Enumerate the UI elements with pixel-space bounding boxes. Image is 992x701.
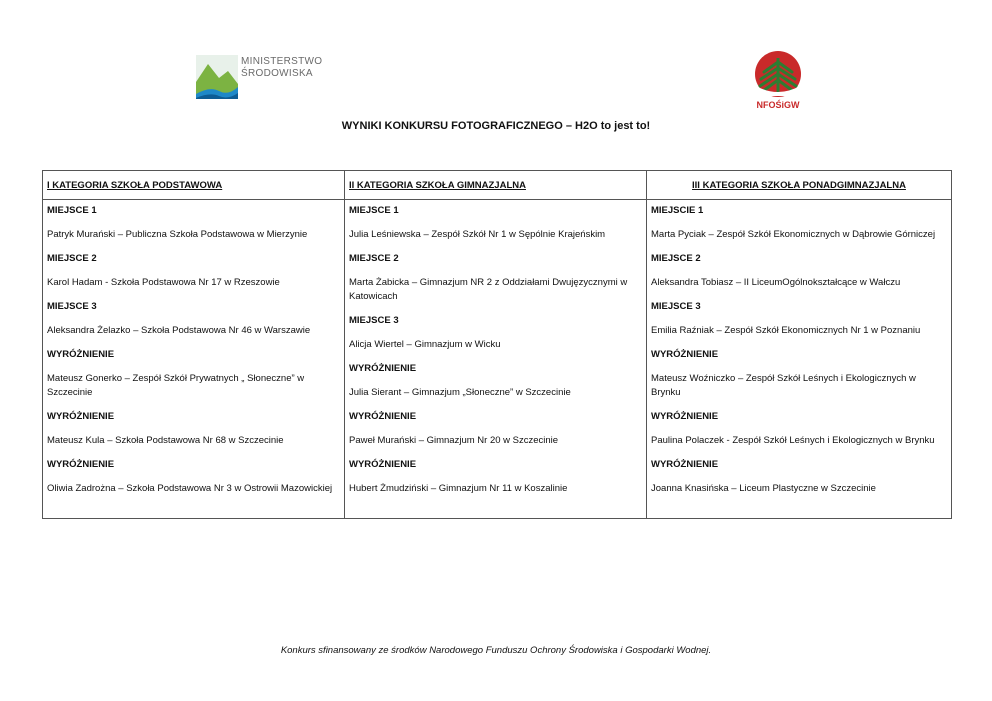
winner-entry: Oliwia Zadrożna – Szkoła Podstawowa Nr 3 w Ostrowii Mazowickiej <box>47 483 333 494</box>
ministry-logo <box>195 54 335 104</box>
winner-entry: Alicja Wiertel – Gimnazjum w Wicku <box>349 339 501 350</box>
results-table <box>42 170 952 519</box>
winner-entry: Aleksandra Żelazko – Szkoła Podstawowa Nr 46 w Warszawie <box>47 325 311 336</box>
winner-entry: Paweł Murański – Gimnazjum Nr 20 w Szczecinie <box>349 435 559 446</box>
winner-entry: Patryk Murański – Publiczna Szkoła Podstawowa w Mierzynie <box>47 229 308 240</box>
winner-entry: Joanna Knasińska – Liceum Plastyczne w Szczecinie <box>651 483 876 494</box>
place-label: MIEJSCE 3 <box>349 315 399 326</box>
place-label: MIEJSCIE 1 <box>651 205 704 216</box>
place-label: WYRÓŻNIENIE <box>651 411 719 422</box>
category-column-secondary <box>647 200 952 519</box>
nfosigw-logo <box>748 48 808 112</box>
nfosigw-emblem-icon <box>748 48 808 100</box>
page-title: WYNIKI KONKURSU FOTOGRAFICZNEGO – H2O to jest to! <box>341 120 651 132</box>
category-column-middle <box>345 200 647 519</box>
ministry-name-line2: ŚRODOWISKA <box>241 68 313 79</box>
category-header-secondary: III KATEGORIA SZKOŁA PONADGIMNAZJALNA <box>647 171 952 200</box>
place-label: WYRÓŻNIENIE <box>349 411 417 422</box>
place-label: MIEJSCE 2 <box>47 253 97 264</box>
place-label: WYRÓŻNIENIE <box>651 459 719 470</box>
place-label: WYRÓŻNIENIE <box>47 459 115 470</box>
winner-entry: Paulina Polaczek - Zespół Szkół Leśnych i Ekologicznych w Brynku <box>651 435 935 446</box>
place-label: WYRÓŻNIENIE <box>47 411 115 422</box>
ministry-mountain-icon <box>195 54 239 100</box>
funding-footer: Konkurs sfinansowany ze środków Narodowego Funduszu Ochrony Środowiska i Gospodarki Wodnej. <box>280 645 712 656</box>
place-label: WYRÓŻNIENIE <box>349 363 417 374</box>
place-label: WYRÓŻNIENIE <box>349 459 417 470</box>
place-label: MIEJSCE 2 <box>651 253 701 264</box>
category-header-middle: II KATEGORIA SZKOŁA GIMNAZJALNA <box>345 171 647 200</box>
winner-entry: Mateusz Gonerko – Zespół Szkół Prywatnych „ Słoneczne” w Szczecinie <box>47 373 305 398</box>
winner-entry: Julia Sierant – Gimnazjum „Słoneczne” w Szczecinie <box>349 387 571 398</box>
winner-entry: Mateusz Woźniczko – Zespół Szkół Leśnych i Ekologicznych w Brynku <box>651 373 916 398</box>
place-label: WYRÓŻNIENIE <box>651 349 719 360</box>
place-label: MIEJSCE 2 <box>349 253 399 264</box>
results-body-row <box>43 200 952 519</box>
winner-entry: Marta Pyciak – Zespół Szkół Ekonomicznych w Dąbrowie Górniczej <box>651 229 936 240</box>
winner-entry: Karol Hadam - Szkoła Podstawowa Nr 17 w Rzeszowie <box>47 277 280 288</box>
winner-entry: Mateusz Kula – Szkoła Podstawowa Nr 68 w Szczecinie <box>47 435 284 446</box>
category-column-primary <box>43 200 345 519</box>
ministry-name <box>241 56 322 80</box>
results-header-row <box>43 171 952 200</box>
winner-entry: Emilia Raźniak – Zespół Szkół Ekonomicznych Nr 1 w Poznaniu <box>651 325 921 336</box>
place-label: MIEJSCE 3 <box>651 301 701 312</box>
winner-entry: Julia Leśniewska – Zespół Szkół Nr 1 w Sępólnie Krajeńskim <box>349 229 606 240</box>
winner-entry: Aleksandra Tobiasz – II LiceumOgólnokształcące w Wałczu <box>651 277 901 288</box>
winner-entry: Marta Żabicka – Gimnazjum NR 2 z Oddziałami Dwujęzycznymi w Katowicach <box>349 277 628 302</box>
place-label: MIEJSCE 1 <box>47 205 97 216</box>
winner-entry: Hubert Żmudziński – Gimnazjum Nr 11 w Koszalinie <box>349 483 568 494</box>
category-header-primary: I KATEGORIA SZKOŁA PODSTAWOWA <box>43 171 345 200</box>
place-label: MIEJSCE 3 <box>47 301 97 312</box>
place-label: WYRÓŻNIENIE <box>47 349 115 360</box>
nfosigw-label: NFOŚiGW <box>756 100 800 110</box>
ministry-name-line1: MINISTERSTWO <box>241 56 323 67</box>
place-label: MIEJSCE 1 <box>349 205 399 216</box>
